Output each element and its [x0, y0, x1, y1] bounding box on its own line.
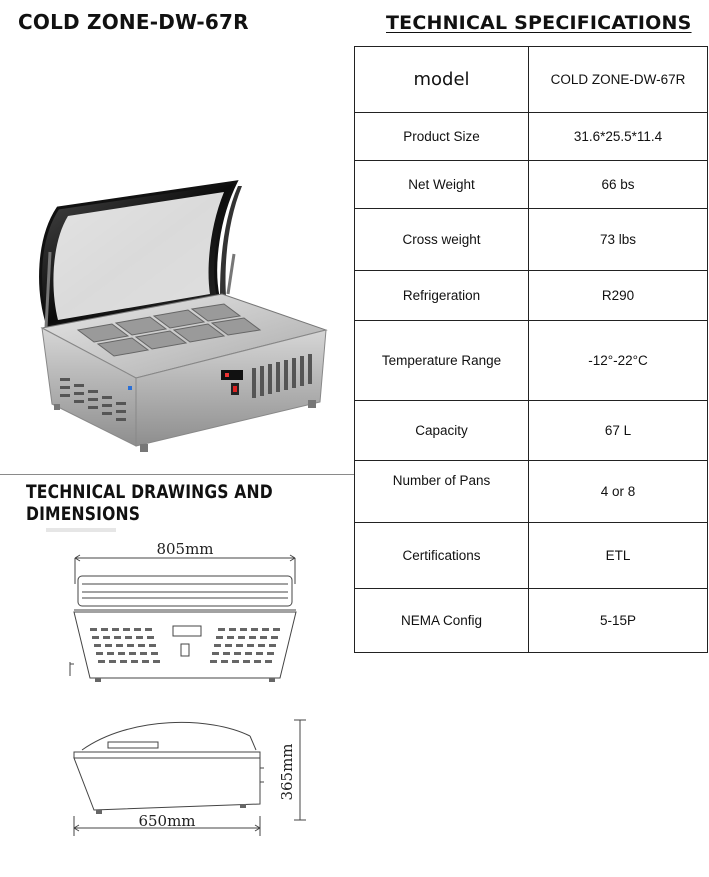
spec-value: 5-15P — [529, 589, 708, 653]
spec-value: 66 bs — [529, 161, 708, 209]
spec-value: 4 or 8 — [529, 461, 708, 523]
spec-value: COLD ZONE-DW-67R — [529, 47, 708, 113]
spec-label: Capacity — [355, 401, 529, 461]
depth-dimension-label: 650mm — [138, 812, 196, 830]
spec-label: Product Size — [355, 113, 529, 161]
spec-label: Number of Pans — [355, 461, 529, 523]
spec-label: Net Weight — [355, 161, 529, 209]
spec-value: -12°-22°C — [529, 321, 708, 401]
spec-value: 67 L — [529, 401, 708, 461]
spec-row — [355, 461, 708, 523]
spec-label: NEMA Config — [355, 589, 529, 653]
product-photo — [28, 178, 340, 460]
spec-row — [355, 321, 708, 401]
spec-row — [355, 523, 708, 589]
spec-value: 31.6*25.5*11.4 — [529, 113, 708, 161]
spec-label: Temperature Range — [355, 321, 529, 401]
spec-table — [354, 46, 708, 653]
side-drawing — [60, 712, 310, 844]
spec-row — [355, 589, 708, 653]
spec-label: Refrigeration — [355, 271, 529, 321]
spec-value: R290 — [529, 271, 708, 321]
spec-row — [355, 47, 708, 113]
spec-label: Certifications — [355, 523, 529, 589]
spec-row — [355, 161, 708, 209]
width-dimension-label: 805mm — [156, 540, 214, 558]
product-title: COLD ZONE-DW-67R — [18, 10, 249, 34]
front-drawing — [60, 536, 310, 696]
spec-value: 73 lbs — [529, 209, 708, 271]
spec-label: Cross weight — [355, 209, 529, 271]
spec-row — [355, 401, 708, 461]
spec-title: TECHNICAL SPECIFICATIONS — [386, 12, 692, 34]
drawings-title: TECHNICAL DRAWINGS AND DIMENSIONS — [26, 481, 273, 525]
section-divider — [0, 474, 354, 475]
spec-row — [355, 209, 708, 271]
title-shadow — [46, 528, 116, 532]
spec-label: model — [355, 47, 529, 113]
spec-row — [355, 113, 708, 161]
spec-row — [355, 271, 708, 321]
height-dimension-label: 365mm — [278, 743, 296, 801]
spec-value: ETL — [529, 523, 708, 589]
